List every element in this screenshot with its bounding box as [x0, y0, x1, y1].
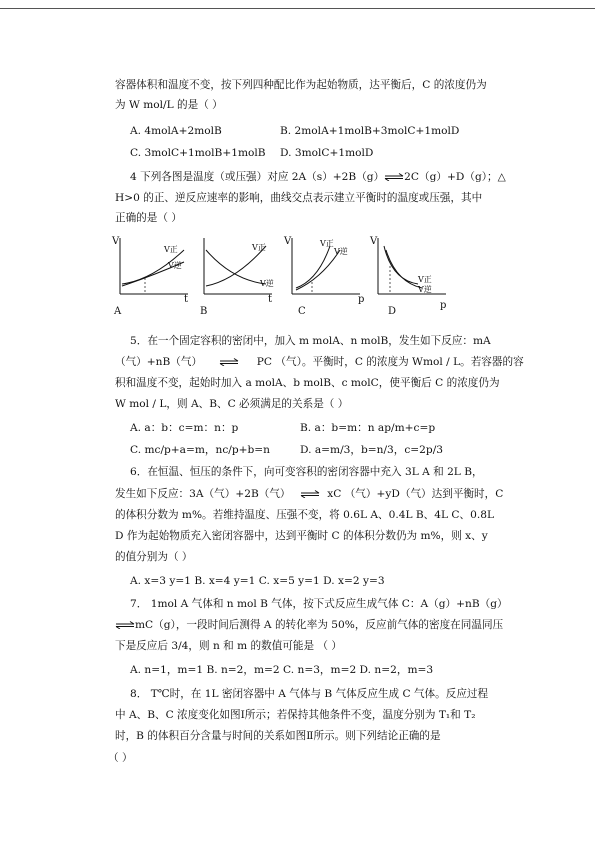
figure-c-axis-p: p: [358, 294, 365, 305]
q5-line-2b: PC （气）。平衡时，C 的浓度为 Wmol / L。若容器的容: [256, 356, 524, 368]
q5-line-3: 积和温度不变，起始时加入 a molA、b molB、c molC，使平衡后 C 的浓度仍为: [115, 377, 500, 389]
q3-option-d: D. 3molC+1molD: [280, 147, 374, 159]
figure-a-axis-v: V: [112, 236, 120, 247]
q5-line-2a: （气）+nB（气）: [115, 356, 203, 368]
q3-line-2: 为 W mol/L 的是（ ）: [115, 99, 223, 111]
figure-d-axis-p: p: [440, 300, 447, 311]
q8-line-2: 中 A、B、C 浓度变化如图Ⅰ所示；若保持其他条件不变，温度分别为 T₁和 T₂: [115, 709, 476, 721]
figure-c-v-zheng: V正: [320, 239, 334, 248]
q7-line-1: 7． 1mol A 气体和 n mol B 气体，按下式反应生成气体 C：A（g）+nB（g）: [130, 598, 508, 610]
q5-option-b: B. a：b=m：n ap/m+c=p: [300, 422, 436, 434]
q6-options: A. x=3 y=1 B. x=4 y=1 C. x=5 y=1 D. x=2 y=3: [130, 575, 385, 587]
q5-line-4: W mol / L，则 A、B、C 必须满足的关系是（ ）: [115, 398, 349, 410]
equilibrium-arrow-icon: [219, 358, 239, 366]
q8-line-3: 时，B 的体积百分含量与时间的关系如图Ⅱ所示。则下列结论正确的是: [115, 730, 441, 742]
figure-a-axis-t: t: [184, 294, 189, 305]
figure-b-axis-t: t: [268, 294, 273, 305]
figure-d-graph: [370, 236, 448, 298]
q6-line-2a: 发生如下反应：3A（气）+2B（气）: [115, 488, 291, 500]
figure-d-axis-v: V: [370, 236, 378, 247]
figure-d-v-zheng: V正: [418, 275, 432, 284]
q6-line-1: 6．在恒温、恒压的条件下，向可变容积的密闭容器中充入 3L A 和 2L B，: [130, 466, 483, 478]
q6-line-5: 的值分别为（ ）: [115, 551, 193, 563]
equilibrium-arrow-icon: [384, 173, 404, 181]
q5-option-c: C. mc/p+a=m，nc/p+b=n: [130, 444, 270, 456]
figure-a-label: A: [114, 306, 122, 317]
q5-line-2: [115, 355, 524, 369]
figure-d-label: D: [388, 306, 397, 317]
q8-line-1: 8． T℃时，在 1L 密闭容器中 A 气体与 B 气体反应生成 C 气体。反应过程: [130, 688, 489, 700]
q4-line-1b: 2C（g）+D（g）；△: [404, 171, 506, 183]
q4-line-2: H>0 的正、逆反应速率的影响，曲线交点表示建立平衡时的温度或压强，其中: [115, 192, 483, 204]
equilibrium-arrow-icon: [115, 621, 135, 629]
q4-line-1a: 4 下列各图是温度（或压强）对应 2A（s）+2B（g）: [130, 171, 385, 183]
q4-figures: [112, 236, 452, 316]
q6-line-2b: xC （气）+yD（气）达到平衡时，C: [327, 488, 504, 500]
figure-a-v-ni: V逆: [168, 261, 182, 270]
figure-b-v-zheng: V正: [252, 243, 266, 252]
figure-a-v-zheng: V正: [164, 245, 178, 254]
figure-d-v-ni: V逆: [418, 285, 432, 294]
q6-line-4: D 作为起始物质充入密闭容器中，达到平衡时 C 的体积分数仍为 m%，则 x、y: [115, 530, 488, 542]
q4-line-1: [130, 170, 506, 184]
q8-line-4: （ ）: [108, 752, 133, 764]
header-rule: [0, 8, 595, 9]
figure-c-axis-v: V: [284, 236, 292, 247]
q3-line-1: 容器体积和温度不变，按下列四种配比作为起始物质，达平衡后，C 的浓度仍为: [115, 79, 487, 91]
q3-option-a: A. 4molA+2molB: [130, 125, 222, 137]
q3-option-c: C. 3molC+1molB+1molB: [130, 147, 266, 159]
q5-option-a: A. a：b：c=m：n：p: [130, 422, 239, 434]
figure-c-label: C: [298, 306, 306, 317]
q7-line-3: 下是反应后 3/4，则 n 和 m 的数值可能是 （ ）: [115, 640, 342, 652]
figure-b-v-ni: V逆: [260, 279, 274, 288]
q3-option-b: B. 2molA+1molB+3molC+1molD: [280, 125, 460, 137]
q5-option-d: D. a=m/3，b=n/3，c=2p/3: [300, 444, 444, 456]
q5-line-1: 5．在一个固定容积的密闭中，加入 m molA、n molB，发生如下反应：mA: [130, 335, 491, 347]
q7-line-2: [115, 618, 503, 632]
q4-line-3: 正确的是（ ）: [115, 212, 182, 224]
figure-b-label: B: [200, 306, 208, 317]
q7-options: A. n=1，m=1 B. n=2，m=2 C. n=3，m=2 D. n=2，m=3: [130, 664, 434, 676]
q6-line-2: [115, 487, 503, 501]
equilibrium-arrow-icon: [300, 490, 320, 498]
q6-line-3: 的体积分数为 m%。若维持温度、压强不变，将 0.6L A、0.4L B、4L C、0.8L: [115, 509, 494, 521]
q7-line-2b: mC（g），一段时间后测得 A 的转化率为 50%，反应前气体的密度在同温同压: [135, 619, 504, 631]
figure-c-v-ni: V逆: [334, 247, 348, 256]
